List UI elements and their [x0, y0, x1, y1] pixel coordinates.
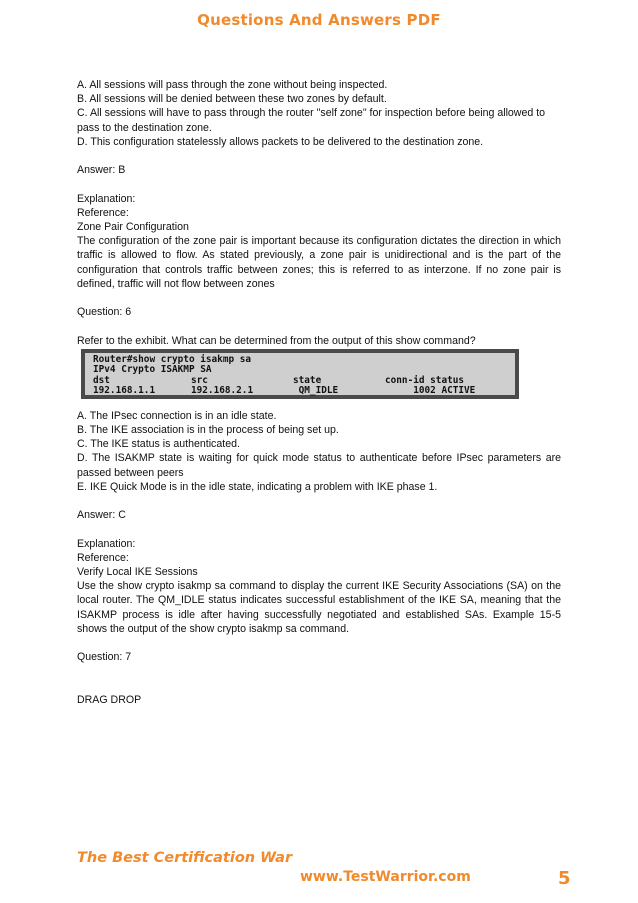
- page-header-title: Questions And Answers PDF: [197, 11, 441, 29]
- q5-explanation-label: Explanation:: [77, 192, 136, 205]
- q7-title: Question: 7: [77, 651, 132, 664]
- q6-option-a: A. The IPsec connection is in an idle state.: [77, 409, 277, 422]
- q6-title: Question: 6: [77, 306, 132, 319]
- q5-option-c: C. All sessions will have to pass through the router "self zone" for inspection before being allowed to pass to the destination zone.: [77, 107, 546, 134]
- q6-prompt: Refer to the exhibit. What can be determined from the output of this show command?: [77, 334, 476, 347]
- q5-option-a: A. All sessions will pass through the zone without being inspected.: [77, 79, 388, 91]
- document-body: [77, 78, 561, 707]
- exhibit-header-state: state: [293, 374, 322, 386]
- q6-answer: Answer: C: [77, 509, 126, 522]
- q5-option-d: D. This configuration statelessly allows packets to be delivered to the destination zone.: [77, 135, 484, 148]
- exhibit-cell-src: 192.168.2.1: [191, 385, 254, 397]
- q5-explanation-text: The configuration of the zone pair is important because its configuration dictates the direction in which traffic is allowed to flow. As stated previously, a zone pair is unidirectional and is the part of the configuration that controls traffic between zones; this is referred to as interzone. If no zone pair is defined, traffic will not flow between zones: [77, 235, 561, 290]
- exhibit-terminal-output: [81, 349, 519, 399]
- exhibit-heading-line: IPv4 Crypto ISAKMP SA: [93, 364, 212, 376]
- q5-option-b: B. All sessions will be denied between these two zones by default.: [77, 93, 387, 106]
- q5-answer: Answer: B: [77, 164, 126, 177]
- q6-option-d: D. The ISAKMP state is waiting for quick mode status to authenticate before IPsec parameters are passed between peers: [77, 452, 561, 479]
- q7-body: DRAG DROP: [77, 693, 142, 706]
- footer-tagline: The Best Certification War: [77, 850, 293, 866]
- q6-reference-label: Reference:: [77, 551, 129, 564]
- q5-reference-title: Zone Pair Configuration: [77, 221, 189, 233]
- q6-reference-title: Verify Local IKE Sessions: [77, 566, 198, 578]
- footer-website-link[interactable]: www.TestWarrior.com: [300, 869, 471, 885]
- q6-option-c: C. The IKE status is authenticated.: [77, 438, 240, 451]
- exhibit-header-conn-id-status: conn-id status: [385, 374, 465, 386]
- q6-explanation-label: Explanation:: [77, 537, 136, 550]
- q6-option-b: B. The IKE association is in the process of being set up.: [77, 424, 339, 436]
- exhibit-command-line: Router#show crypto isakmp sa: [93, 353, 252, 365]
- exhibit-header-dst: dst: [93, 374, 110, 386]
- exhibit-cell-dst: 192.168.1.1: [93, 385, 156, 397]
- footer-page-number: 5: [558, 868, 571, 889]
- exhibit-cell-conn-id-status: 1002 ACTIVE: [385, 385, 476, 397]
- exhibit-cell-state: QM_IDLE: [293, 385, 339, 397]
- q6-explanation-text: Use the show crypto isakmp sa command to display the current IKE Security Associations (SA) on the local router. The QM_IDLE status indicates successful establishment of the IKE SA, meaning that the ISAKMP process is idle after having successfully negotiated and established SAs. Example 15-5 shows the output of the show crypto isakmp sa command.: [77, 580, 561, 635]
- q6-option-e: E. IKE Quick Mode is in the idle state, indicating a problem with IKE phase 1.: [77, 480, 438, 493]
- exhibit-header-src: src: [191, 374, 208, 386]
- exhibit-data-row: [93, 386, 507, 396]
- q5-reference-label: Reference:: [77, 206, 129, 219]
